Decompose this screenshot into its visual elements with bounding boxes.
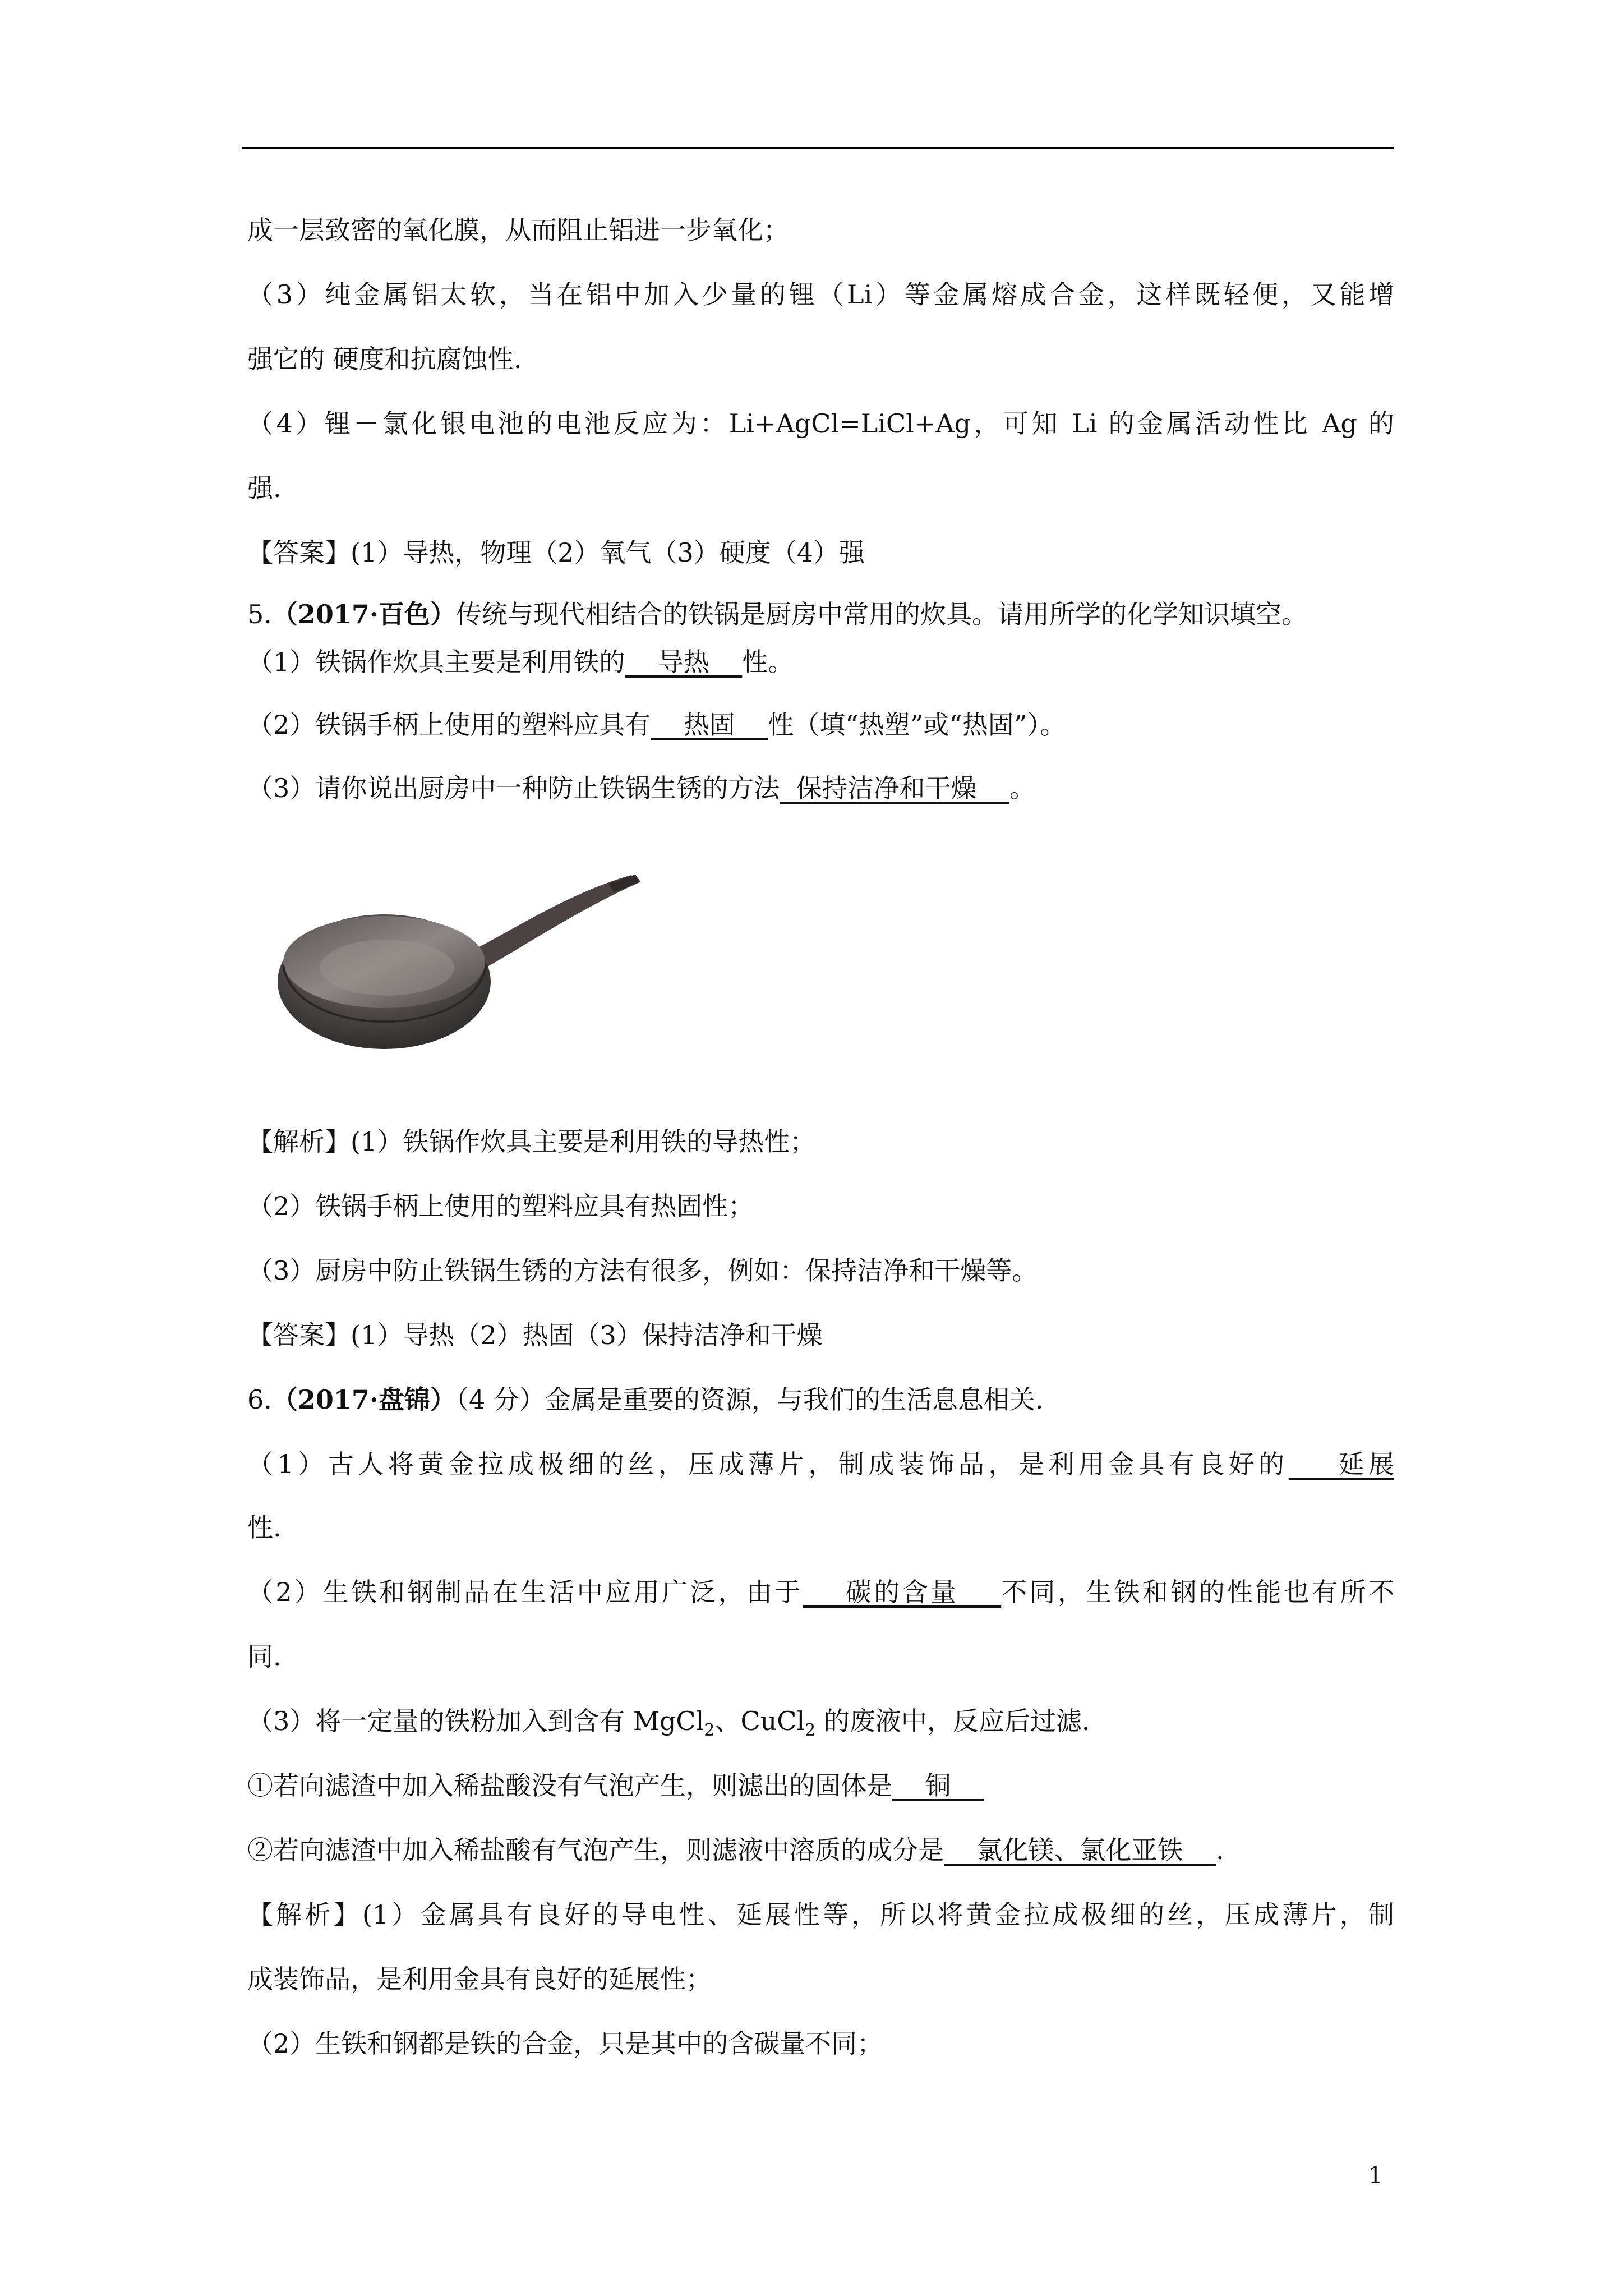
- text-line: 强它的 硬度和抗腐蚀性.: [247, 344, 522, 374]
- text-line: （3）纯金属铝太软，当在铝中加入少量的锂（Li）等金属熔成合金，这样既轻便，又能增: [247, 279, 1394, 310]
- question-6-case-1: [247, 1769, 984, 1802]
- text-line: 强.: [247, 473, 282, 503]
- blank-answer: 热固: [651, 710, 768, 740]
- analysis-line: 【解析】(1）铁锅作炊具主要是利用铁的导热性；: [247, 1126, 816, 1157]
- prompt-text: 性。: [742, 647, 794, 677]
- blank-answer: 保持洁净和干燥: [780, 773, 1010, 803]
- wok-image: [272, 872, 642, 1071]
- analysis-line: （3）厨房中防止铁锅生锈的方法有很多，例如：保持洁净和干燥等。: [247, 1255, 1038, 1286]
- question-text: （4 分）金属是重要的资源，与我们的生活息息相关.: [455, 1384, 1044, 1415]
- prompt-text: ①若向滤渣中加入稀盐酸没有气泡产生，则滤出的固体是: [247, 1770, 892, 1801]
- header-rule: [242, 147, 1394, 149]
- prompt-text: （1）铁锅作炊具主要是利用铁的: [247, 647, 625, 677]
- question-source: （2017·盘锦）: [271, 1384, 456, 1415]
- question-5-title: [247, 597, 1307, 631]
- prompt-text: （3）将一定量的铁粉加入到含有 MgCl: [247, 1706, 704, 1736]
- analysis-line: （2）生铁和钢都是铁的合金，只是其中的含碳量不同；: [247, 2028, 883, 2059]
- blank-answer: 碳的含量: [803, 1577, 1002, 1607]
- subscript: 2: [704, 1720, 715, 1741]
- question-5-part-1: [247, 645, 794, 679]
- question-text: 传统与现代相结合的铁锅是厨房中常用的炊具。请用所学的化学知识填空。: [455, 599, 1307, 629]
- question-source: （2017·百色）: [271, 599, 456, 629]
- question-6-part-2: [247, 1575, 1394, 1609]
- question-6-part-3: [247, 1704, 1090, 1747]
- blank-answer: 延展: [1288, 1449, 1394, 1479]
- subscript: 2: [805, 1720, 816, 1741]
- blank-answer: 氯化镁、氯化亚铁: [944, 1835, 1216, 1865]
- prompt-text: 的废液中，反应后过滤.: [815, 1706, 1090, 1736]
- question-5-part-3: [247, 771, 1035, 805]
- text-line: 性.: [247, 1512, 282, 1543]
- prompt-text: （1）古人将黄金拉成极细的丝，压成薄片，制成装饰品，是利用金具有良好的: [247, 1449, 1289, 1479]
- page-number: 1: [1368, 2162, 1383, 2188]
- text-line: 同.: [247, 1641, 282, 1672]
- text-line: 成一层致密的氧化膜，从而阻止铝进一步氧化；: [247, 215, 789, 245]
- text-line: （4）锂－氯化银电池的电池反应为：Li+AgCl=LiCl+Ag，可知 Li 的金属活动性比 Ag 的: [247, 408, 1394, 439]
- question-number: 5.: [247, 599, 272, 629]
- prompt-text: .: [1215, 1835, 1224, 1865]
- question-number: 6.: [247, 1384, 272, 1415]
- analysis-line: 【解析】(1）金属具有良好的导电性、延展性等，所以将黄金拉成极细的丝，压成薄片，制: [247, 1899, 1394, 1930]
- analysis-line: （2）铁锅手柄上使用的塑料应具有热固性；: [247, 1191, 754, 1221]
- answer-line: 【答案】(1）导热（2）热固（3）保持洁净和干燥: [247, 1320, 823, 1350]
- analysis-line: 成装饰品，是利用金具有良好的延展性；: [247, 1964, 712, 1994]
- prompt-text: 。: [1009, 773, 1036, 803]
- prompt-text: 性（填“热塑”或“热固”）。: [768, 710, 1066, 740]
- blank-answer: 铜: [892, 1770, 984, 1801]
- blank-answer: 导热: [625, 647, 743, 677]
- answer-line: 【答案】(1）导热，物理（2）氧气（3）硬度（4）强: [247, 537, 865, 568]
- prompt-text: ②若向滤渣中加入稀盐酸有气泡产生，则滤液中溶质的成分是: [247, 1835, 944, 1865]
- prompt-text: 不同，生铁和钢的性能也有所不: [1001, 1577, 1395, 1607]
- prompt-text: （2）铁锅手柄上使用的塑料应具有: [247, 710, 651, 740]
- prompt-text: 、CuCl: [714, 1706, 805, 1736]
- question-6-case-2: [247, 1833, 1224, 1867]
- prompt-text: （3）请你说出厨房中一种防止铁锅生锈的方法: [247, 773, 780, 803]
- question-5-part-2: [247, 708, 1066, 742]
- prompt-text: （2）生铁和钢制品在生活中应用广泛，由于: [247, 1577, 803, 1607]
- question-6-title: [247, 1383, 1043, 1416]
- question-6-part-1: [247, 1447, 1394, 1481]
